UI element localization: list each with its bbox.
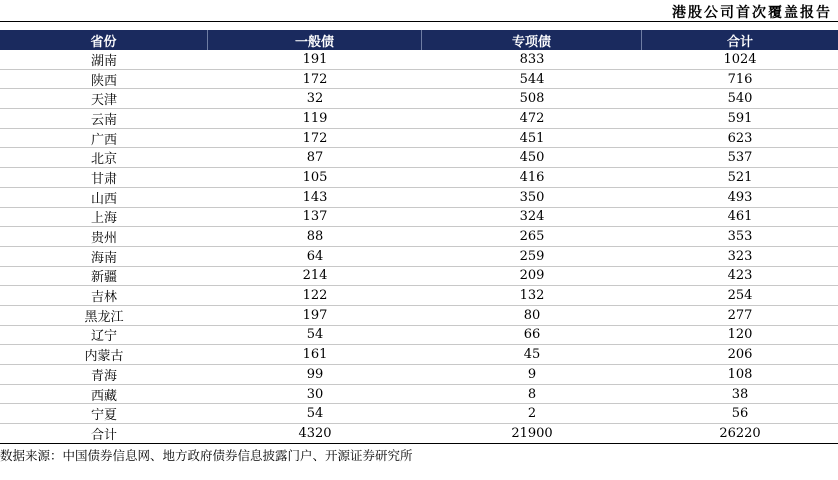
cell-total: 277 — [727, 307, 753, 323]
cell-total: 26220 — [719, 425, 761, 441]
cell-total: 1024 — [723, 51, 757, 67]
cell-special-bond: 324 — [519, 209, 545, 225]
cell-special-bond: 259 — [519, 248, 545, 264]
column-header-province: 省份 — [0, 30, 208, 50]
table-row — [0, 286, 838, 306]
cell-general-bond: 54 — [306, 406, 324, 422]
cell-total: 423 — [727, 268, 753, 284]
cell-general-bond: 161 — [302, 347, 328, 363]
cell-total: 323 — [727, 248, 753, 264]
table-row — [0, 227, 838, 247]
cell-province: 吉林 — [90, 290, 117, 306]
cell-general-bond: 122 — [302, 288, 328, 304]
cell-total: 353 — [727, 229, 753, 245]
cell-total: 591 — [727, 110, 753, 126]
table-row — [0, 306, 838, 326]
cell-total: 540 — [727, 91, 753, 107]
cell-province: 辽宁 — [90, 329, 117, 345]
table-row — [0, 70, 838, 90]
table-row — [0, 365, 838, 385]
cell-province: 合计 — [90, 427, 117, 443]
cell-province: 上海 — [90, 211, 117, 227]
column-header-total: 合计 — [726, 34, 753, 50]
table-row — [0, 50, 838, 70]
cell-province: 新疆 — [90, 270, 117, 286]
cell-province: 内蒙古 — [84, 349, 124, 365]
cell-total: 206 — [727, 347, 753, 363]
cell-special-bond: 416 — [519, 169, 545, 185]
cell-special-bond: 2 — [527, 406, 537, 422]
bond-issuance-table — [0, 30, 838, 444]
cell-province: 黑龙江 — [84, 309, 124, 325]
cell-province: 湖南 — [90, 53, 117, 69]
table-row — [0, 168, 838, 188]
cell-province: 山西 — [90, 191, 117, 207]
cell-general-bond: 105 — [302, 169, 328, 185]
table-row — [0, 326, 838, 346]
cell-province: 云南 — [90, 112, 117, 128]
cell-special-bond: 451 — [519, 130, 545, 146]
cell-general-bond: 137 — [302, 209, 328, 225]
cell-province: 青海 — [90, 368, 117, 384]
cell-total: 716 — [727, 71, 753, 87]
cell-special-bond: 132 — [519, 288, 545, 304]
cell-general-bond: 88 — [306, 229, 324, 245]
cell-province: 西藏 — [90, 388, 117, 404]
cell-province: 北京 — [90, 152, 117, 168]
cell-special-bond: 80 — [523, 307, 541, 323]
data-source-note: 数据来源：中国债券信息网、地方政府债券信息披露门户、开源证券研究所 — [0, 448, 413, 463]
cell-province: 宁夏 — [90, 408, 117, 424]
cell-special-bond: 508 — [519, 91, 545, 107]
cell-total: 623 — [727, 130, 753, 146]
cell-general-bond: 214 — [302, 268, 328, 284]
cell-special-bond: 265 — [519, 229, 545, 245]
cell-province: 陕西 — [90, 73, 117, 89]
cell-total: 493 — [727, 189, 753, 205]
table-row — [0, 89, 838, 109]
column-header-general-bond: 一般债 — [208, 30, 422, 50]
cell-general-bond: 119 — [302, 110, 328, 126]
cell-special-bond: 472 — [519, 110, 545, 126]
cell-total: 461 — [727, 209, 753, 225]
header-divider — [0, 21, 838, 22]
cell-special-bond: 209 — [519, 268, 545, 284]
cell-special-bond: 9 — [527, 366, 537, 382]
table-row — [0, 267, 838, 287]
column-header-special-bond: 专项债 — [422, 30, 642, 50]
cell-total: 56 — [731, 406, 749, 422]
table-row — [0, 188, 838, 208]
table-total-row — [0, 424, 838, 444]
cell-general-bond: 30 — [306, 386, 324, 402]
cell-province: 甘肃 — [90, 171, 117, 187]
cell-general-bond: 191 — [302, 51, 328, 67]
table-row — [0, 109, 838, 129]
cell-total: 38 — [731, 386, 749, 402]
cell-general-bond: 197 — [302, 307, 328, 323]
cell-total: 254 — [727, 288, 753, 304]
cell-special-bond: 45 — [523, 347, 541, 363]
cell-special-bond: 66 — [523, 327, 541, 343]
cell-total: 537 — [727, 150, 753, 166]
table-row — [0, 404, 838, 424]
cell-special-bond: 833 — [519, 51, 545, 67]
cell-total: 120 — [727, 327, 753, 343]
cell-total: 521 — [727, 169, 753, 185]
cell-general-bond: 32 — [306, 91, 324, 107]
cell-province: 贵州 — [90, 231, 117, 247]
table-header — [0, 30, 838, 50]
cell-general-bond: 172 — [302, 130, 328, 146]
cell-general-bond: 143 — [302, 189, 328, 205]
cell-general-bond: 172 — [302, 71, 328, 87]
cell-province: 天津 — [90, 93, 117, 109]
cell-general-bond: 99 — [306, 366, 324, 382]
cell-province: 海南 — [90, 250, 117, 266]
cell-total: 108 — [727, 366, 753, 382]
cell-general-bond: 54 — [306, 327, 324, 343]
cell-special-bond: 350 — [519, 189, 545, 205]
cell-special-bond: 21900 — [511, 425, 553, 441]
table-row — [0, 385, 838, 405]
table-row — [0, 247, 838, 267]
cell-general-bond: 4320 — [298, 425, 332, 441]
cell-general-bond: 64 — [306, 248, 324, 264]
table-body — [0, 50, 838, 444]
table-row — [0, 208, 838, 228]
table-row — [0, 345, 838, 365]
cell-province: 广西 — [90, 132, 117, 148]
cell-special-bond: 544 — [519, 71, 545, 87]
cell-special-bond: 450 — [519, 150, 545, 166]
table-row — [0, 148, 838, 168]
cell-general-bond: 87 — [306, 150, 324, 166]
report-type-title: 港股公司首次覆盖报告 — [672, 5, 832, 21]
table-row — [0, 129, 838, 149]
cell-special-bond: 8 — [527, 386, 537, 402]
